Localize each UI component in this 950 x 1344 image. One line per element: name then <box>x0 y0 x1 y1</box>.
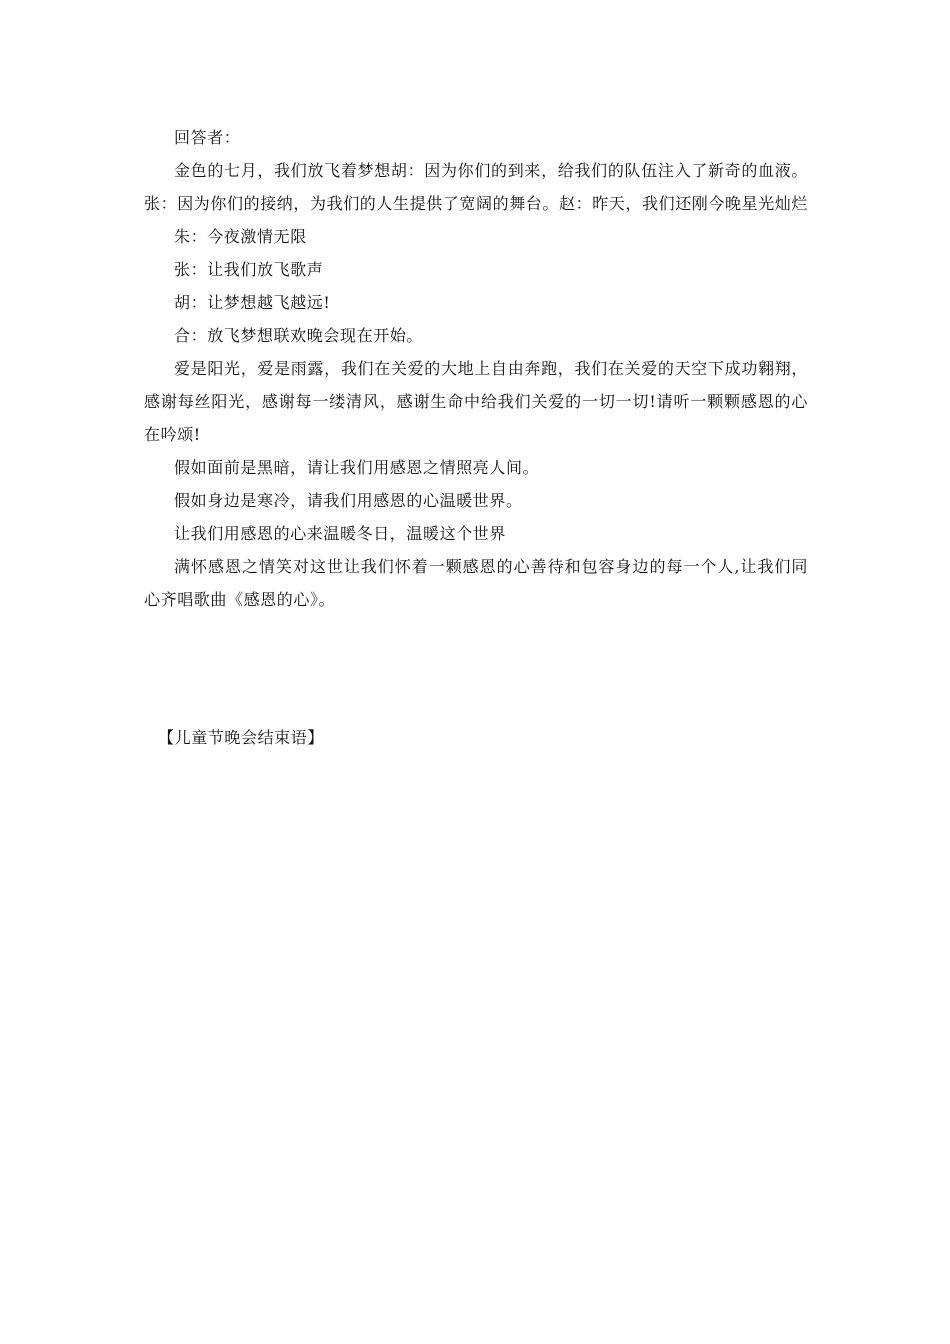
paragraph-together: 合：放飞梦想联欢晚会现在开始。 <box>174 326 424 345</box>
paragraph-respondent: 回答者： <box>174 128 241 147</box>
paragraph-zhang: 张：让我们放飞歌声 <box>174 260 324 279</box>
paragraph-cold: 假如身边是寒冷，请我们用感恩的心温暖世界。 <box>174 491 523 510</box>
paragraph-darkness: 假如面前是黑暗，请让我们用感恩之情照亮人间。 <box>174 458 540 477</box>
paragraph-sing-together: 满怀感恩之情笑对这世让我们怀着一颗感恩的心善待和包容身边的每一个人,让我们同心齐唱歌曲《感恩的心》。 <box>144 557 808 609</box>
paragraph-zhu: 朱：今夜激情无限 <box>174 227 307 246</box>
paragraph-hu: 胡：让梦想越飞越远! <box>174 293 331 312</box>
paragraph-golden-july: 金色的七月，我们放飞着梦想胡：因为你们的到来，给我们的队伍注入了新奇的血液。张：因为你们的接纳，为我们的人生提供了宽阔的舞台。赵：昨天，我们还刚今晚星光灿烂 <box>144 161 809 213</box>
section-heading: 【儿童节晚会结束语】 <box>158 728 325 747</box>
document-body <box>144 121 808 616</box>
paragraph-warm-winter: 让我们用感恩的心来温暖冬日，温暖这个世界 <box>174 524 507 543</box>
paragraph-love-sunshine: 爱是阳光，爱是雨露，我们在关爱的大地上自由奔跑，我们在关爱的天空下成功翱翔，感谢每丝阳光，感谢每一缕清风，感谢生命中给我们关爱的一切一切!请听一颗颗感恩的心在吟颂! <box>144 359 808 444</box>
